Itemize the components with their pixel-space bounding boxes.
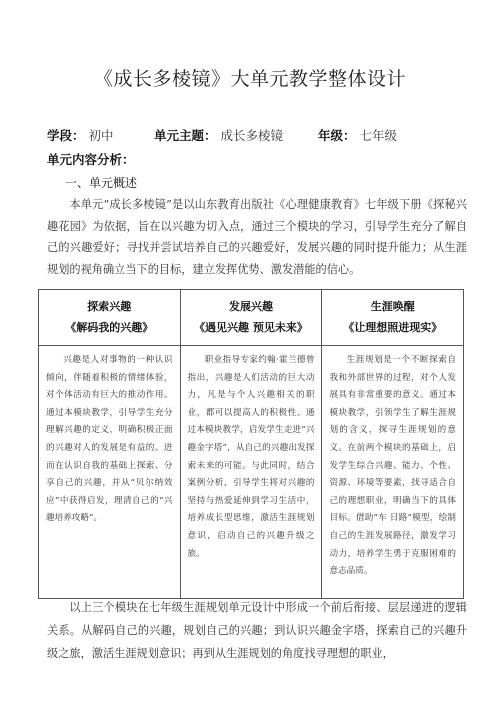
unit-theme-value: 成长多棱镜: [220, 128, 284, 143]
unit-theme-label: 单元主题：: [154, 128, 217, 143]
meta-unit-theme: [154, 126, 283, 144]
module-header-3: [322, 290, 464, 346]
subsection-heading: 一、单元概述: [65, 176, 138, 190]
grade-stage-label: 学段：: [47, 128, 85, 143]
overview-text: 本单元“成长多棱镜”是以山东教育出版社《心理健康教育》七年级下册《探秘兴趣花园》为依据，旨在以兴趣为切入点，通过三个模块的学习，引导学生充分了解自己的兴趣爱好；寻找并尝试培养自己的兴趣爱好，发展兴趣的同时提升能力；从生涯规划的视角确立当下的目标，建立发挥优势、激发潜能的信心。: [47, 198, 467, 276]
grade-label: 年级：: [318, 128, 356, 143]
closing-text: 以上三个模块在七年级生涯规划单元设计中形成一个前后衔接、层层递进的逻辑关系。从解码自己的兴趣，规划自己的兴趣；到认识兴趣金字塔，探索自己的兴趣升级之旅，激活生涯规划意识；再到从生涯规划的角度找寻理想的职业，: [47, 601, 467, 660]
meta-grade: [318, 126, 397, 144]
overview-paragraph: [47, 194, 467, 280]
module-name: 生涯唤醒: [370, 300, 415, 313]
module-subtitle: 《解码我的兴趣》: [65, 321, 154, 334]
grade-value: 七年级: [359, 128, 398, 143]
module-name: 探索兴趣: [87, 300, 132, 313]
module-body-1: [39, 346, 181, 599]
module-description: 生涯规划是一个不断探索自我和外部世界的过程，对个人发展具有非常重要的意义。通过本模块教学，引领学生了解生涯规划的含义，探寻生涯规划的意义。在前两个模块的基础上，启发学生综合兴趣、能力、个性、资源、环境等要素，找寻适合自己的理想职业，明确当下的具体目标。借助“车 日路”模型，绘制自己的生涯发展路径，激发学习动力，培养学生勇于克服困难的意志品质。: [329, 355, 456, 577]
module-description: 职业指导专家约翰·霍兰德曾指出，兴趣是人们活动的巨大动力，凡是与个人兴趣相关的职业，都可以提高人的积极性。通过本模块教学，启发学生走进“兴趣金字塔”，从自己的兴趣出发探索未来的可能。与此同时，结合案例分析，引导学生将对兴趣的坚持与热爱延伸到学习生活中，培养成长型思维，激活生涯规划意识，启动自己的兴趣升级之旅。: [187, 355, 315, 559]
module-subtitle: 《让理想照进现实》: [343, 321, 443, 334]
meta-grade-stage: [47, 126, 114, 144]
module-body-3: [322, 346, 464, 599]
modules-header-row: [39, 290, 464, 346]
module-body-2: [180, 346, 322, 599]
module-name: 发展兴趣: [228, 300, 273, 313]
closing-paragraph: [47, 596, 467, 665]
modules-body-row: [39, 346, 464, 599]
grade-stage-value: 初中: [88, 128, 114, 143]
module-description: 兴趣是人对事物的一种认识倾向，伴随着积极的情绪体验，对个体活动有巨大的推动作用。通过本模块教学，引导学生充分理解兴趣的定义，明确积极正面的兴趣对人的发展是有益的。进而在认识自我的基础上探索、分享自己的兴趣，并从“贝尔纳效应”中获得启发，理清自己的“兴趣培养攻略”。: [46, 355, 173, 524]
document-title: 《成长多棱镜》大单元教学整体设计: [93, 68, 406, 90]
section-heading: 单元内容分析：: [47, 152, 135, 167]
modules-table: [38, 289, 464, 599]
module-subtitle: 《遇见兴趣 预见未来》: [194, 321, 308, 334]
module-header-2: [180, 290, 322, 346]
module-header-1: [39, 290, 181, 346]
